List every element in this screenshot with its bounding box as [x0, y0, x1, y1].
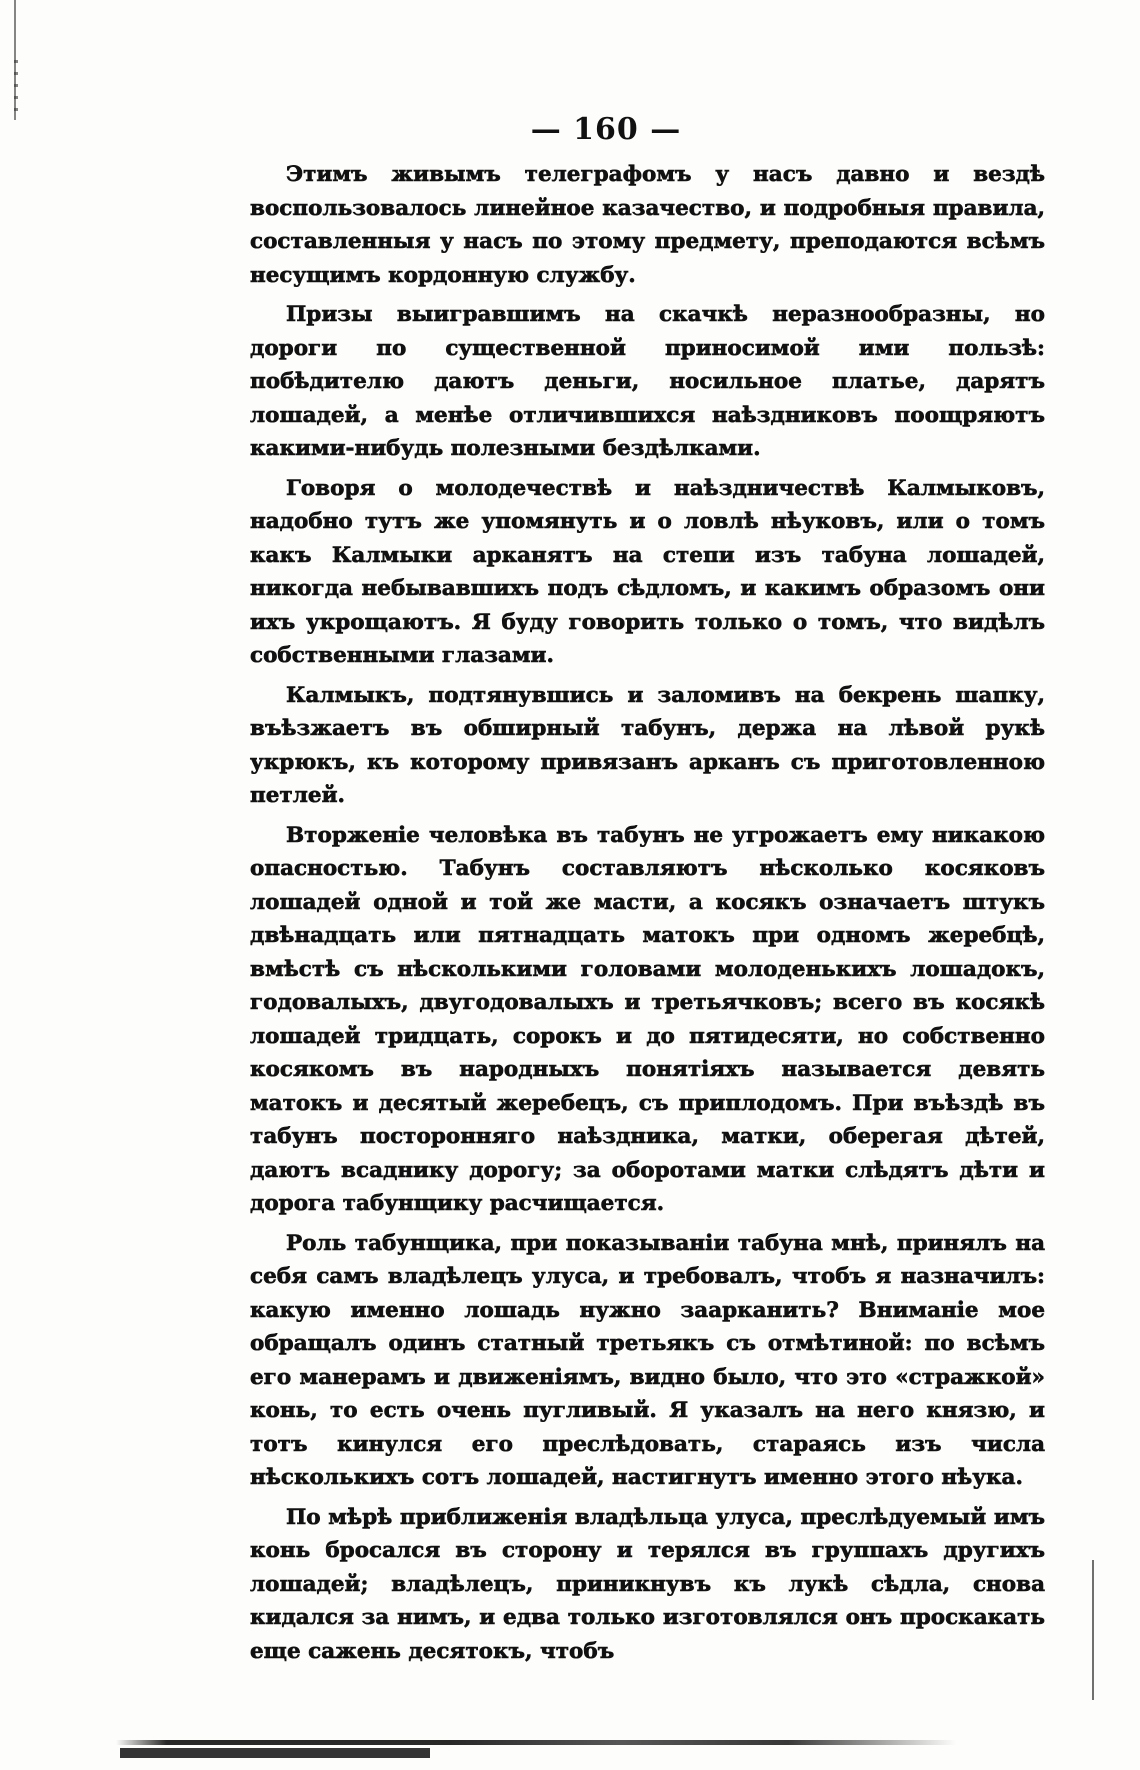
bottom-scan-bar [120, 1748, 430, 1758]
left-margin-dots [14, 60, 18, 120]
page-number: — 160 — [530, 112, 682, 147]
paragraph-7: По мѣрѣ приближенія владѣльца улуса, преслѣдуемый имъ конь бросался въ сторону и терялся въ группахъ другихъ лошадей; владѣлецъ, приникнувъ къ лукѣ сѣдла, снова кидался за нимъ, и едва только изготовлялся онъ проскакать еще сажень десятокъ, чтобъ [250, 1504, 1045, 1664]
right-edge-rule [1092, 1560, 1094, 1700]
paragraph-5: Вторженіе человѣка въ табунъ не угрожаетъ ему никакою опасностью. Табунъ составляютъ нѣсколько косяковъ лошадей одной и той же масти, а косякъ означаетъ штукъ двѣнадцать или пятнадцать матокъ при одномъ жеребцѣ, вмѣстѣ съ нѣсколькими головами молоденькихъ лошадокъ, годовалыхъ, двугодовалыхъ и третьячковъ; всего въ косякѣ лошадей тридцать, сорокъ и до пятидесяти, но собственно косякомъ въ народныхъ понятіяхъ называется девять матокъ и десятый жеребецъ, съ приплодомъ. При въѣздѣ въ табунъ посторонняго наѣздника, матки, оберегая дѣтей, даютъ всаднику дорогу; за оборотами матки слѣдятъ дѣти и дорога табунщику расчищается. [250, 822, 1045, 1216]
paragraph-3: Говоря о молодечествѣ и наѣздничествѣ Калмыковъ, надобно тутъ же упомянуть и о ловлѣ нѣуковъ, или о томъ какъ Калмыки арканятъ на степи изъ табуна лошадей, никогда небывавшихъ подъ сѣдломъ, и какимъ образомъ они ихъ укрощаютъ. Я буду говорить только о томъ, что видѣлъ собственными глазами. [250, 475, 1045, 668]
paragraph-1: Этимъ живымъ телеграфомъ у насъ давно и вездѣ воспользовалось линейное казачество, и подробныя правила, составленныя у насъ по этому предмету, преподаются всѣмъ несущимъ кордонную службу. [250, 162, 1045, 288]
paragraph-6: Роль табунщика, при показываніи табуна мнѣ, принялъ на себя самъ владѣлецъ улуса, и требовалъ, чтобъ я назначилъ: какую именно лошадь нужно заарканить? Вниманіе мое обращалъ одинъ статный третьякъ съ отмѣтиной: по всѣмъ его манерамъ и движеніямъ, видно было, что это «стражкой» конь, то есть очень пугливый. Я указалъ на него князю, и тотъ кинулся его преслѣдовать, стараясь изъ числа нѣсколькихъ сотъ лошадей, настигнутъ именно этого нѣука. [250, 1230, 1045, 1490]
paragraph-4: Калмыкъ, подтянувшись и заломивъ на бекрень шапку, въѣзжаетъ въ обширный табунъ, держа на лѣвой рукѣ укрюкъ, къ которому привязанъ арканъ съ приготовленною петлей. [250, 682, 1045, 808]
paragraph-2: Призы выигравшимъ на скачкѣ неразнообразны, но дороги по существенной приносимой ими пользѣ: побѣдителю даютъ деньги, носильное платье, дарятъ лошадей, а менѣе отличившихся наѣздниковъ поощряютъ какими-нибудь полезными бездѣлками. [250, 302, 1045, 461]
bottom-scan-rule [116, 1740, 956, 1745]
body-text [250, 158, 1045, 1674]
